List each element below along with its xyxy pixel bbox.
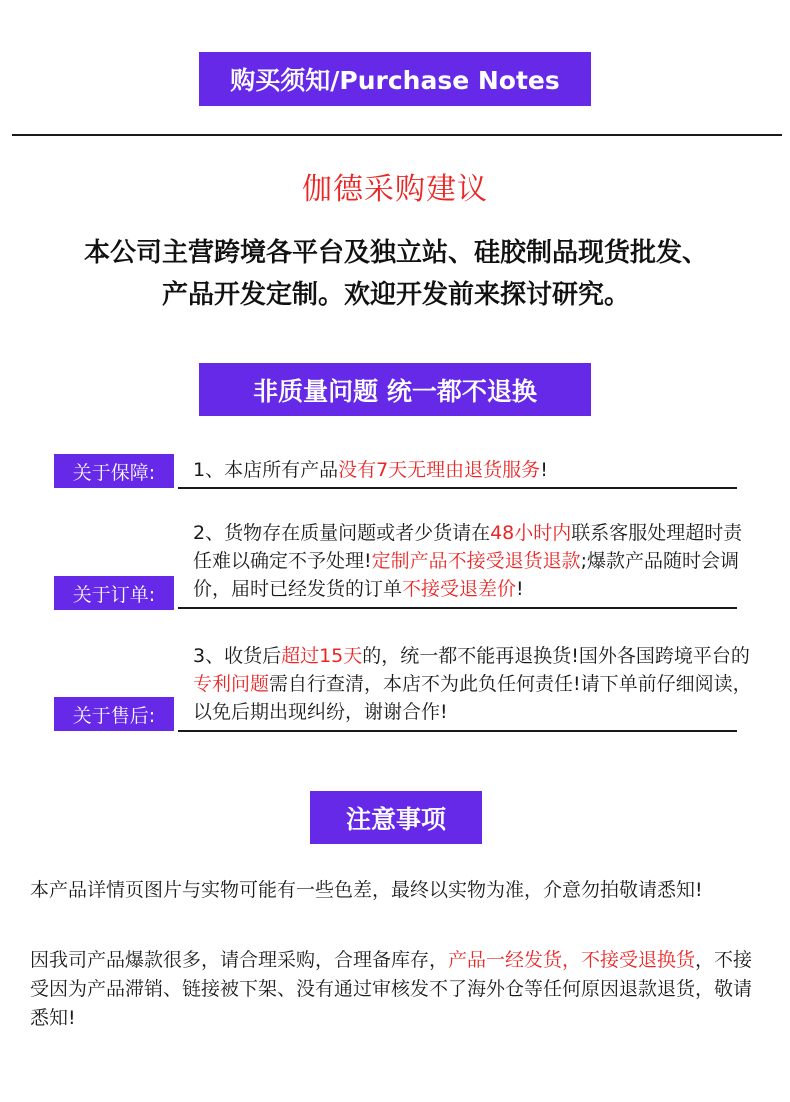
highlight-segment: 没有7天无理由退货服务 — [338, 459, 541, 481]
text-segment: 1、本店所有产品 — [193, 459, 339, 481]
tag-after-sales: 关于售后: — [54, 697, 174, 731]
underline-after-sales — [178, 730, 737, 732]
guarantee-text — [193, 456, 753, 484]
text-segment: ;爆款产品随时会调价，届时已经发货的订单 — [193, 550, 740, 600]
purchase-advice-heading: 伽德采购建议 — [302, 172, 488, 207]
text-segment: 联系客服处理超时责任难以确定不予处理! — [193, 522, 743, 572]
text-segment: 本产品详情页图片与实物可能有一些色差，最终以实物为准，介意勿拍敬请悉知! — [30, 879, 703, 901]
text-segment: 2、货物存在质量问题或者少货请在 — [193, 522, 491, 544]
tag-guarantee: 关于保障: — [54, 454, 174, 488]
underline-guarantee — [178, 487, 737, 489]
after-sales-text — [193, 642, 753, 726]
intro-line-2: 产品开发定制。欢迎开发前来探讨研究。 — [161, 280, 630, 310]
order-text — [193, 519, 753, 603]
highlight-segment: 定制产品不接受退货退款 — [371, 550, 581, 572]
text-segment: 因我司产品爆款很多，请合理采购，合理备库存， — [30, 949, 449, 971]
highlight-segment: 超过15天 — [281, 645, 363, 667]
highlight-segment: 48小时内 — [490, 522, 572, 544]
text-segment: 的，统一都不能再退换货!国外各国跨境平台的 — [362, 645, 750, 667]
underline-order — [178, 607, 737, 609]
text-segment: 3、收货后 — [193, 645, 282, 667]
no-return-title: 非质量问题 统一都不退换 — [253, 376, 537, 406]
intro-line-1: 本公司主营跨境各平台及独立站、硅胶制品现货批发、 — [83, 238, 708, 268]
text-segment: 需自行查清，本店不为此负任何责任!请下单前仔细阅读，以免后期出现纠纷，谢谢合作! — [193, 673, 752, 723]
highlight-segment: 不接受退差价 — [402, 578, 517, 600]
text-segment: ! — [540, 459, 548, 481]
company-intro — [14, 232, 778, 316]
notice-banner — [310, 791, 482, 844]
text-segment: ! — [516, 578, 524, 600]
notice-title: 注意事项 — [345, 804, 446, 834]
purchase-notes-title: 购买须知/Purchase Notes — [230, 66, 560, 95]
text-segment: ，不接受因为产品滞销、链接被下架、没有通过审核发不了海外仓等任何原因退款退货，敬请悉知! — [30, 949, 753, 1029]
highlight-segment: 专利问题 — [193, 673, 270, 695]
notice-no-refund — [30, 946, 770, 1033]
tag-order: 关于订单: — [54, 576, 174, 610]
divider — [12, 134, 782, 136]
notice-color-difference — [30, 876, 770, 905]
highlight-segment: 产品一经发货，不接受退换货 — [448, 949, 696, 971]
no-return-banner — [199, 363, 591, 416]
purchase-notes-banner — [199, 52, 591, 106]
